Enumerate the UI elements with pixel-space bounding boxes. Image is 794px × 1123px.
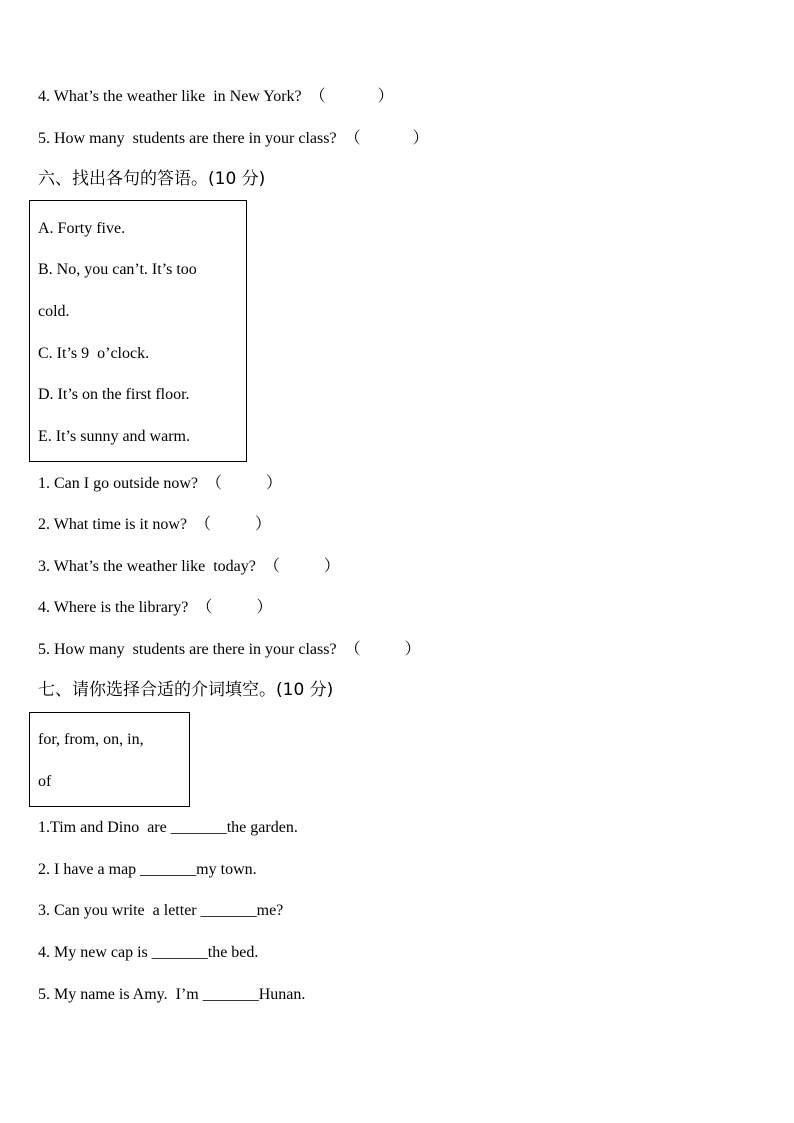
option-b: B. No, you can’t. It’s too bbox=[38, 261, 197, 278]
question-7-2: 2. I have a map _______my town. bbox=[38, 861, 257, 878]
question-7-3: 3. Can you write a letter _______me? bbox=[38, 902, 284, 919]
question-6-1: 1. Can I go outside now? （ ） bbox=[38, 475, 282, 492]
section-6-heading: 六、找出各句的答语。(10 分) bbox=[38, 169, 266, 189]
word-bank-line-2: of bbox=[38, 773, 52, 790]
question-6-3: 3. What’s the weather like today? （ ） bbox=[38, 558, 340, 575]
option-b-continued: cold. bbox=[38, 303, 70, 320]
question-5-4: 4. What’s the weather like in New York? （ ） bbox=[38, 88, 394, 105]
question-6-5: 5. How many students are there in your class? （ ） bbox=[38, 641, 421, 658]
question-7-5: 5. My name is Amy. I’m _______Hunan. bbox=[38, 986, 306, 1003]
question-5-5: 5. How many students are there in your class? （ ） bbox=[38, 130, 429, 147]
question-6-2: 2. What time is it now? （ ） bbox=[38, 516, 272, 533]
section-7-heading: 七、请你选择合适的介词填空。(10 分) bbox=[38, 680, 334, 700]
option-a: A. Forty five. bbox=[38, 220, 126, 237]
question-7-4: 4. My new cap is _______the bed. bbox=[38, 944, 259, 961]
option-d: D. It’s on the first floor. bbox=[38, 386, 190, 403]
question-7-1: 1.Tim and Dino are _______the garden. bbox=[38, 819, 298, 836]
word-bank-box bbox=[29, 712, 190, 807]
answer-options-box bbox=[29, 200, 247, 462]
option-e: E. It’s sunny and warm. bbox=[38, 428, 190, 445]
word-bank-line-1: for, from, on, in, bbox=[38, 731, 144, 748]
question-6-4: 4. Where is the library? （ ） bbox=[38, 599, 273, 616]
option-c: C. It’s 9 o’clock. bbox=[38, 345, 150, 362]
